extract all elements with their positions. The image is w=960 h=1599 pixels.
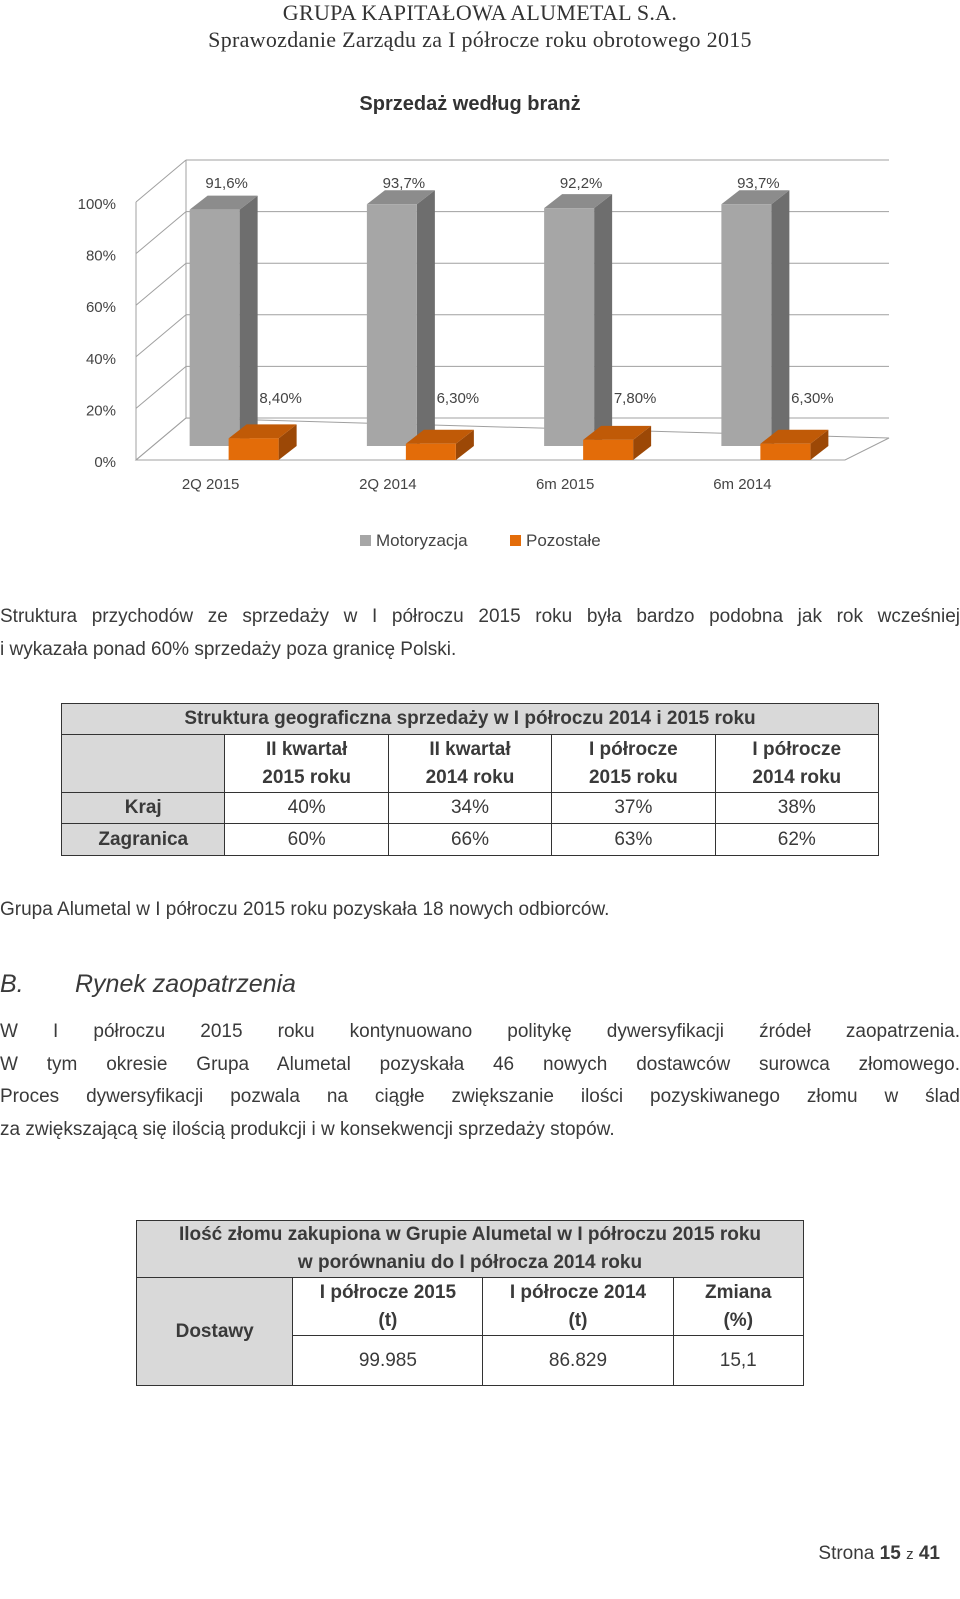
- section-number: B.: [0, 970, 24, 998]
- bar: [229, 438, 279, 460]
- table-row: [62, 824, 879, 856]
- y-tick-label: 40%: [85, 350, 116, 368]
- table-cell: 60%: [225, 824, 388, 856]
- gridline: [136, 212, 186, 254]
- section-heading: [0, 970, 296, 999]
- x-tick-label: 6m 2015: [535, 476, 595, 493]
- legend-swatch: [510, 535, 521, 546]
- column-header: Zmiana (%): [673, 1278, 803, 1336]
- geographic-structure-table: [61, 703, 879, 856]
- data-label: 92,2%: [559, 175, 603, 192]
- gridline: [136, 315, 186, 357]
- legend-label: Motoryzacja: [376, 531, 468, 550]
- table-row: [62, 793, 879, 824]
- data-label: 6,30%: [791, 390, 834, 407]
- paragraph-line: W I półroczu 2015 roku kontynuowano politykę dywersyfikacji źródeł zaopatrzenia.: [0, 1021, 960, 1042]
- paragraph-new-customers: Grupa Alumetal w I półroczu 2015 roku pozyskała 18 nowych odbiorców.: [0, 899, 610, 920]
- row-label: Dostawy: [137, 1278, 293, 1386]
- data-label: 8,40%: [259, 390, 302, 407]
- data-label: 7,80%: [613, 390, 657, 407]
- paragraph-line: W tym okresie Grupa Alumetal pozyskała 46 nowych dostawców surowca złomowego.: [0, 1053, 960, 1075]
- bar: [721, 204, 771, 446]
- gridline: [136, 263, 186, 305]
- y-tick-label: 80%: [85, 247, 116, 265]
- table-cell: 37%: [552, 793, 715, 824]
- section-title: Rynek zaopatrzenia: [75, 970, 296, 998]
- bar: [367, 204, 417, 446]
- y-tick-label: 20%: [85, 402, 116, 420]
- data-label: 6,30%: [436, 390, 480, 407]
- data-label: 91,6%: [205, 175, 248, 192]
- bar-side: [771, 190, 789, 446]
- empty-header-cell: [62, 735, 225, 793]
- row-label: Zagranica: [62, 824, 225, 856]
- chart-y-axis: [78, 196, 116, 471]
- table-cell: 99.985: [293, 1336, 483, 1386]
- data-label: 93,7%: [382, 175, 426, 192]
- bar: [760, 444, 810, 460]
- chart-legend: [360, 531, 601, 550]
- paragraph-revenue-structure: [0, 601, 960, 666]
- legend-swatch: [360, 535, 371, 546]
- table-cell: 34%: [388, 793, 551, 824]
- row-label: Kraj: [62, 793, 225, 824]
- paragraph-line: Struktura przychodów ze sprzedaży w I półroczu 2015 roku była bardzo podobna jak rok wcześniej: [0, 606, 960, 627]
- bar: [583, 440, 633, 460]
- table-title: Ilość złomu zakupiona w Grupie Alumetal w I półroczu 2015 roku w porównaniu do I półrocza 2014 roku: [137, 1221, 804, 1278]
- y-tick-label: 100%: [77, 196, 116, 213]
- bar: [190, 210, 240, 446]
- paragraph-line: za zwiększającą się ilością produkcji i w konsekwencji sprzedaży stopów.: [0, 1118, 615, 1140]
- table-header-row: [137, 1278, 804, 1336]
- paragraph-line: i wykazała ponad 60% sprzedaży poza granicę Polski.: [0, 638, 457, 660]
- column-header: I półrocze 2015 roku: [552, 735, 715, 793]
- table-cell: 40%: [225, 793, 388, 824]
- table-header-row: [62, 735, 879, 793]
- chart-x-axis: [182, 476, 772, 493]
- table-cell: 63%: [552, 824, 715, 856]
- report-title-header: Sprawozdanie Zarządu za I półrocze roku obrotowego 2015: [208, 27, 752, 52]
- sales-by-industry-chart: [0, 80, 960, 570]
- column-header: I półrocze 2015 (t): [293, 1278, 483, 1336]
- table-title: Struktura geograficzna sprzedaży w I półroczu 2014 i 2015 roku: [62, 704, 879, 735]
- x-tick-label: 6m 2014: [713, 476, 772, 493]
- column-header: I półrocze 2014 roku: [715, 735, 878, 793]
- paragraph-line: Proces dywersyfikacji pozwala na ciągłe zwiększanie ilości pozyskiwanego złomu w ślad: [0, 1086, 960, 1107]
- data-label: 93,7%: [737, 175, 780, 192]
- chart-title: Sprzedaż według branż: [359, 93, 581, 115]
- y-tick-label: 60%: [85, 299, 116, 317]
- table-cell: 62%: [715, 824, 878, 856]
- bar-side: [240, 196, 258, 446]
- x-tick-label: 2Q 2015: [181, 476, 240, 493]
- table-cell: 15,1: [673, 1336, 803, 1386]
- legend-label: Pozostałe: [526, 531, 601, 550]
- gridline: [136, 160, 186, 202]
- table-cell: 38%: [715, 793, 878, 824]
- table-cell: 66%: [388, 824, 551, 856]
- x-tick-label: 2Q 2014: [359, 476, 417, 493]
- table-cell: 86.829: [483, 1336, 673, 1386]
- y-tick-label: 0%: [94, 454, 116, 471]
- page-number: Strona 15 z 41: [818, 1543, 940, 1564]
- bar-side: [594, 194, 612, 446]
- column-header: II kwartał 2015 roku: [225, 735, 388, 793]
- gridline: [136, 366, 186, 408]
- scrap-purchase-table: [136, 1220, 804, 1386]
- column-header: I półrocze 2014 (t): [483, 1278, 673, 1336]
- bar: [544, 208, 594, 446]
- chart-bars: [190, 190, 829, 460]
- column-header: II kwartał 2014 roku: [388, 735, 551, 793]
- bar: [406, 444, 456, 460]
- paragraph-supply-market: [0, 1016, 960, 1146]
- bar-side: [417, 190, 435, 446]
- report-company-header: GRUPA KAPITAŁOWA ALUMETAL S.A.: [282, 0, 678, 25]
